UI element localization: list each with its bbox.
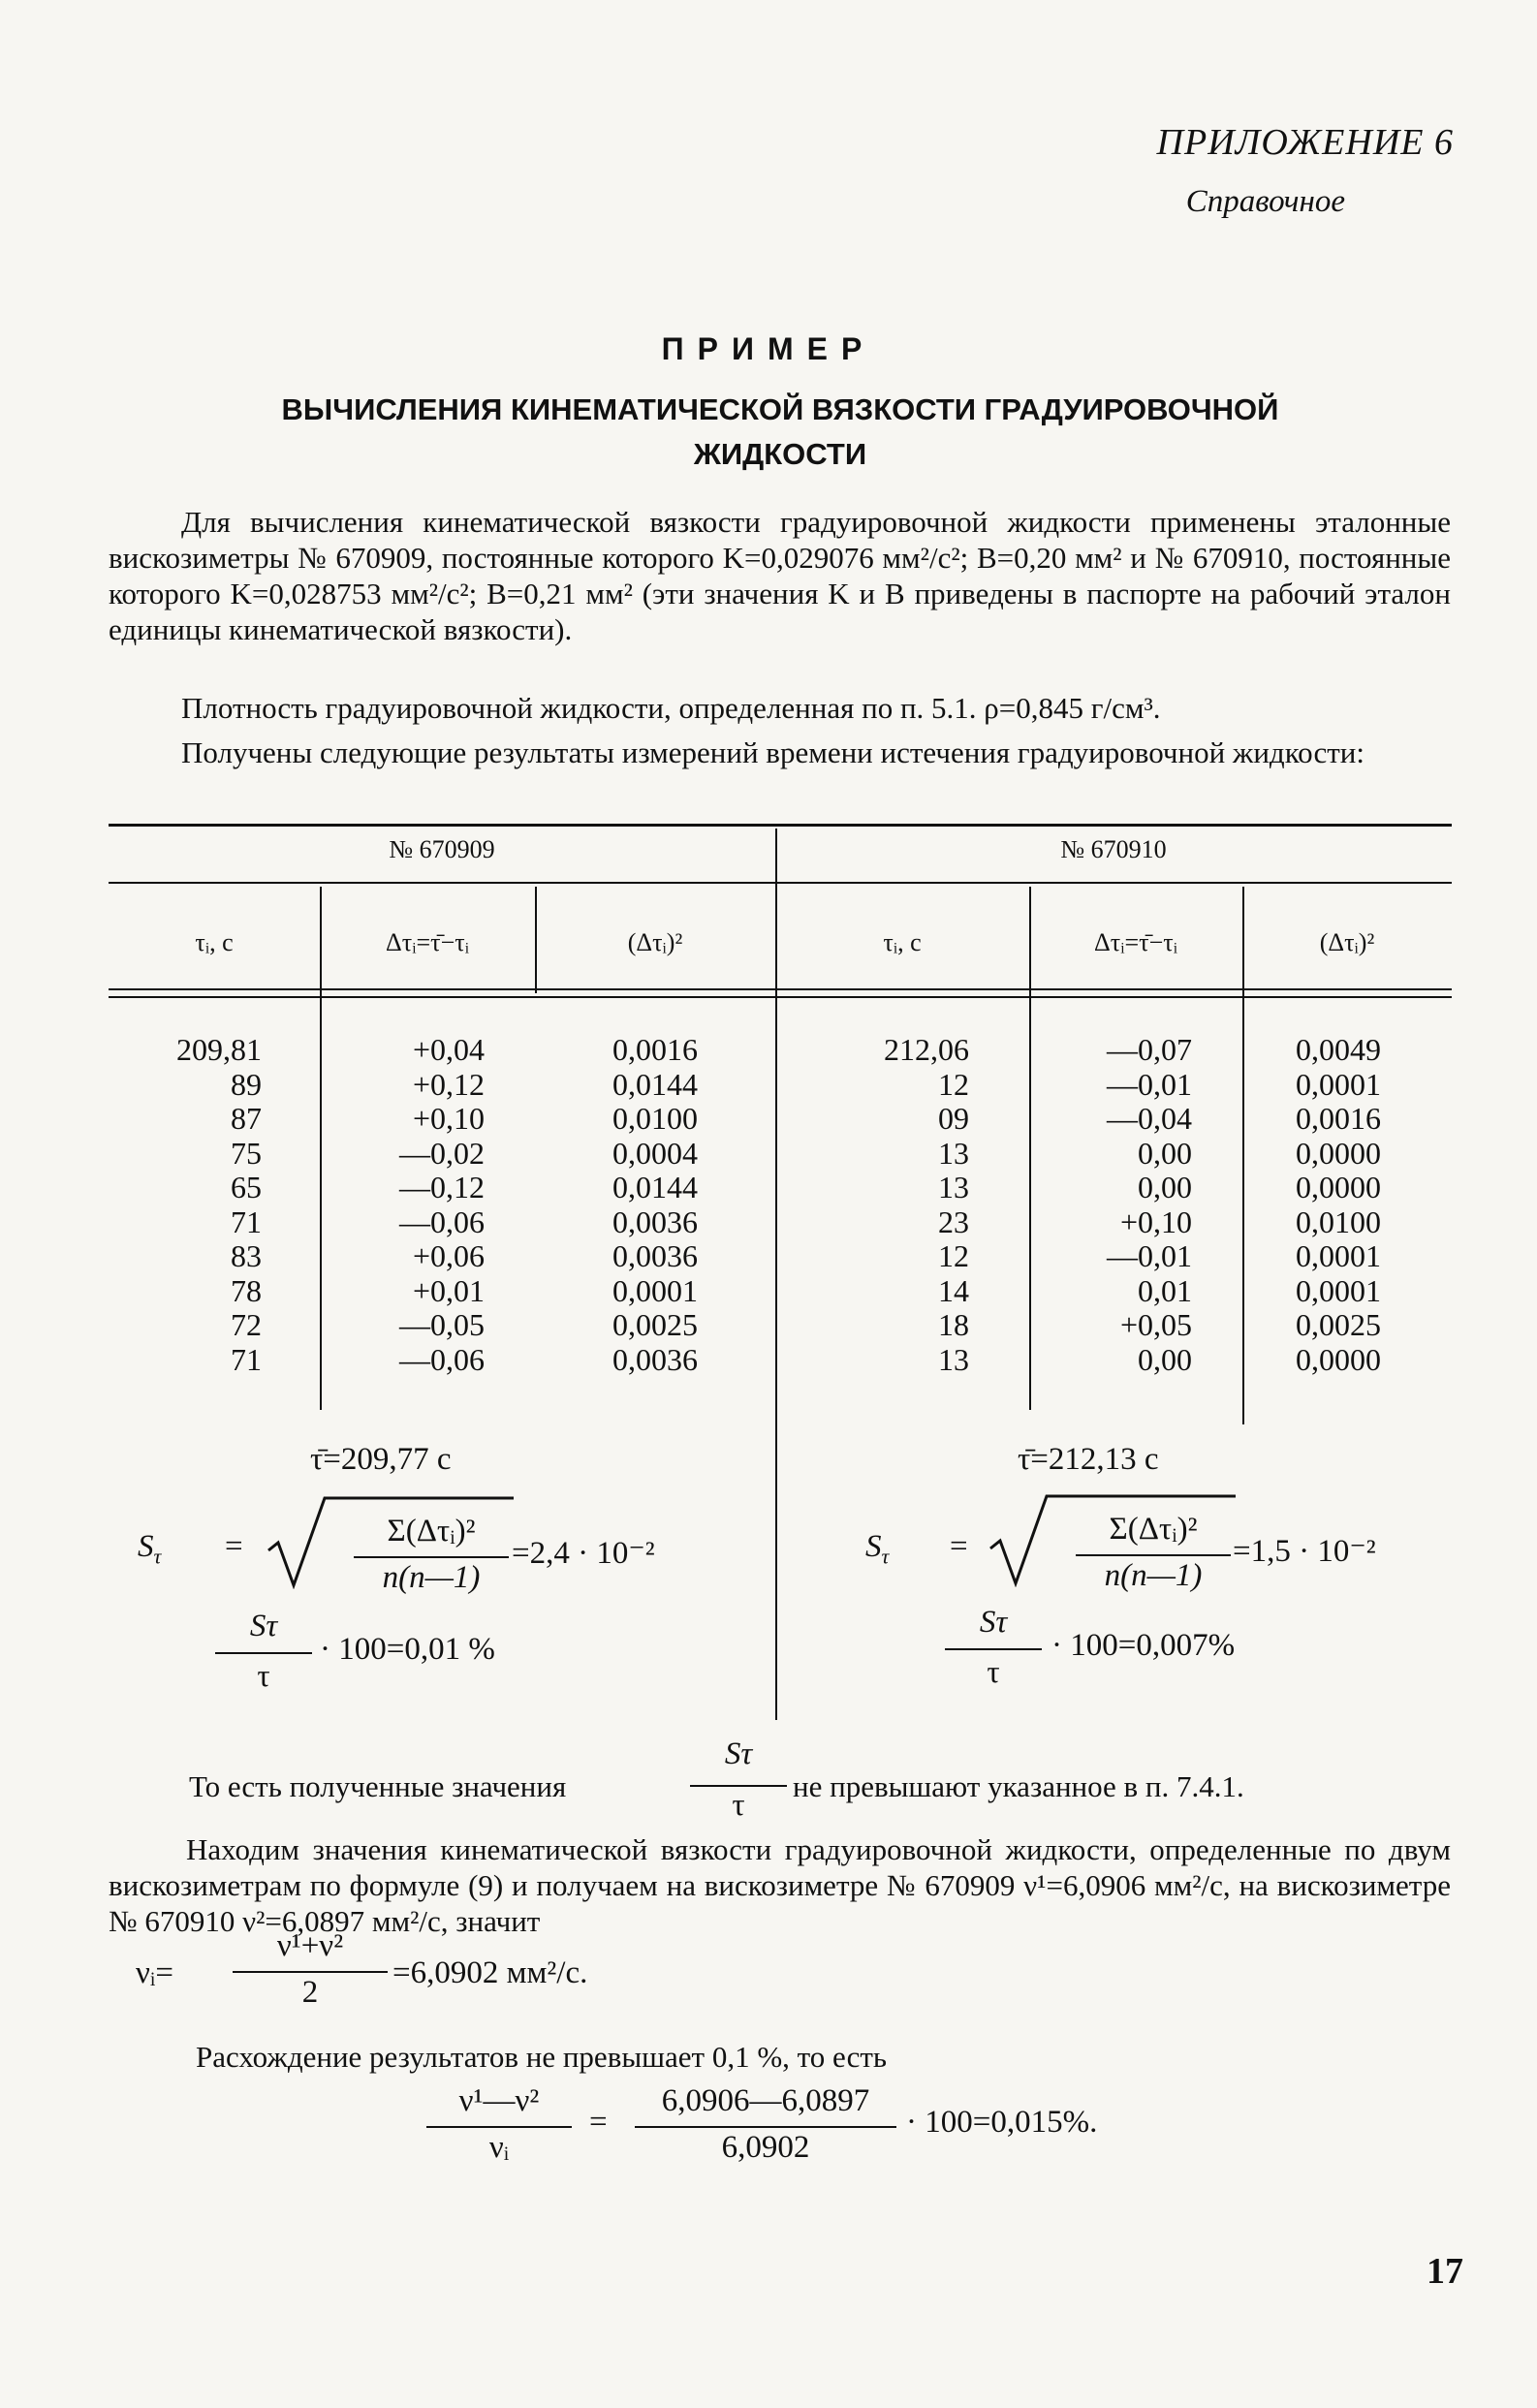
table-cell: 13: [938, 1135, 969, 1171]
reference-label: Справочное: [1185, 184, 1345, 219]
table-top-rule: [109, 824, 1452, 827]
title-line-1: ПРИМЕР: [661, 331, 876, 366]
table-middle-divider: [775, 829, 777, 1720]
formula-diff-rhs: · 100=0,015%.: [906, 2105, 1098, 2140]
right-s-result: =1,5 · 10⁻²: [1233, 1534, 1376, 1569]
table-cell: 72: [231, 1307, 262, 1342]
left-header-delta-sq: (Δτᵢ)²: [627, 928, 683, 956]
table-cell: 71: [231, 1341, 262, 1377]
table-cell: 0,00: [1138, 1170, 1192, 1204]
left-s-result: =2,4 · 10⁻²: [512, 1536, 655, 1571]
right-s-numerator: Σ(Δτᵢ)²: [1109, 1512, 1198, 1547]
table-cell: 13: [938, 1170, 969, 1204]
table-cell: 65: [231, 1170, 262, 1204]
table-cell: 0,0004: [612, 1135, 698, 1171]
formula-diff-numerator-1: ν¹—ν²: [458, 2083, 540, 2118]
table-cell: 89: [231, 1066, 262, 1102]
right-ratio-denominator: τ: [987, 1655, 1000, 1690]
left-ratio-fraction-line: [215, 1652, 312, 1654]
table-cell: 0,0144: [612, 1066, 698, 1102]
table-cell: 0,0036: [612, 1204, 698, 1239]
table-cell: 14: [938, 1272, 969, 1308]
conclusion-frac-denominator: τ: [732, 1788, 745, 1823]
table-cell: —0,02: [399, 1135, 485, 1171]
left-col-delta: [359, 1033, 485, 1377]
formula-diff-denominator-2: 6,0902: [721, 2130, 810, 2165]
right-ratio-result: · 100=0,007%: [1051, 1628, 1236, 1663]
table-header-rule-1: [109, 988, 1452, 990]
table-cell: 0,00: [1138, 1135, 1192, 1171]
conclusion-before: То есть полученные значения: [189, 1769, 567, 1803]
paragraph-4: Находим значения кинематической вязкости градуировочной жидкости, определенные по двум вискозиметрам по формуле (9) и получаем на вискозиметре № 670909 ν¹=6,0906 мм²/с, на вискозиметре № 670910 ν²=6,0897 мм²/с, значит: [109, 1832, 1451, 1938]
left-ratio-result: · 100=0,01 %: [320, 1632, 495, 1667]
table-cell: —0,05: [399, 1307, 485, 1342]
table-cell: 0,0100: [612, 1101, 698, 1136]
table-cell: 71: [231, 1204, 262, 1239]
table-cell: +0,12: [412, 1066, 485, 1102]
right-col-delta-sq: [1265, 1033, 1381, 1377]
right-s-eq: =: [950, 1529, 968, 1564]
table-right-title: № 670910: [1060, 835, 1167, 863]
right-header-delta-sq: (Δτᵢ)²: [1319, 928, 1375, 956]
table-cell: 0,01: [1138, 1272, 1192, 1308]
formula-mean-fraction-line: [233, 1971, 388, 1973]
table-cell: —0,04: [1107, 1101, 1192, 1136]
table-cell: +0,06: [412, 1238, 485, 1273]
left-col-delta-sq: [581, 1033, 698, 1377]
left-col-tau: [145, 1033, 262, 1377]
right-col-delta: [1066, 1033, 1192, 1377]
table-cell: 0,00: [1138, 1341, 1192, 1377]
table-cell: +0,10: [412, 1101, 485, 1136]
table-cell: +0,05: [1119, 1307, 1192, 1342]
paragraph-3: Получены следующие результаты измерений времени истечения градуировочной жидкости:: [181, 735, 1364, 769]
table-cell: —0,07: [1107, 1032, 1192, 1067]
formula-diff-denominator-1: νᵢ: [488, 2130, 510, 2165]
table-left-title: № 670909: [389, 835, 495, 863]
formula-diff-fraction-line-1: [426, 2126, 572, 2128]
table-cell: —0,06: [399, 1204, 485, 1239]
formula-diff-eq: =: [589, 2105, 608, 2140]
left-s-label: $S_\tau$: [138, 1529, 162, 1569]
table-cell: 0,0000: [1296, 1170, 1381, 1204]
table-cell: 09: [938, 1101, 969, 1136]
table-cell: 0,0025: [612, 1307, 698, 1342]
table-cell: 212,06: [884, 1032, 969, 1067]
right-s-denominator: n(n—1): [1104, 1558, 1203, 1593]
conclusion-after: не превышают указанное в п. 7.4.1.: [793, 1769, 1244, 1803]
table-cell: +0,10: [1119, 1204, 1192, 1239]
table-cell: 0,0001: [1296, 1272, 1381, 1308]
table-col-divider-r2: [1242, 887, 1244, 1424]
left-s-numerator: Σ(Δτᵢ)²: [387, 1514, 476, 1548]
table-cell: 209,81: [176, 1032, 262, 1067]
table-col-divider-l1: [320, 887, 322, 1410]
left-ratio-numerator: Sτ: [249, 1609, 278, 1643]
table-col-divider-r1: [1029, 887, 1031, 1410]
table-cell: 0,0036: [612, 1341, 698, 1377]
table-cell: 0,0036: [612, 1238, 698, 1273]
table-cell: —0,12: [399, 1170, 485, 1204]
title-line-2: ВЫЧИСЛЕНИЯ КИНЕМАТИЧЕСКОЙ ВЯЗКОСТИ ГРАДУИРОВОЧНОЙ ЖИДКОСТИ: [281, 392, 1279, 471]
table-cell: 0,0100: [1296, 1204, 1381, 1239]
conclusion-frac-numerator: Sτ: [724, 1736, 753, 1771]
appendix-label: ПРИЛОЖЕНИЕ 6: [1156, 122, 1454, 163]
table-cell: 0,0001: [612, 1272, 698, 1308]
conclusion-fraction-line: [690, 1785, 787, 1787]
left-header-delta: Δτᵢ=τ̄−τᵢ: [386, 928, 469, 956]
table-cell: 12: [938, 1238, 969, 1273]
table-cell: 13: [938, 1341, 969, 1377]
table-cell: 0,0144: [612, 1170, 698, 1204]
paragraph-1: Для вычисления кинематической вязкости градуировочной жидкости применены эталонные вискозиметры № 670909, постоянные которого K=0,029076 мм²/с²; B=0,20 мм² и № 670910, постоянные которого K=0,028753 мм²/с²; B=0,21 мм² (эти значения K и B приведены в паспорте на рабочий эталон единицы кинематической вязкости).: [109, 505, 1451, 646]
table-cell: 0,0000: [1296, 1341, 1381, 1377]
page-number: 17: [1427, 2251, 1463, 2292]
table-cell: 12: [938, 1066, 969, 1102]
table-cell: 0,0000: [1296, 1135, 1381, 1171]
right-ratio-numerator: Sτ: [979, 1605, 1008, 1640]
right-header-delta: Δτᵢ=τ̄−τᵢ: [1094, 928, 1177, 956]
formula-mean-rhs: =6,0902 мм²/с.: [392, 1955, 588, 1990]
left-header-tau: τᵢ, с: [195, 928, 234, 956]
right-header-tau: τᵢ, с: [883, 928, 922, 956]
formula-mean-numerator: ν¹+ν²: [276, 1928, 344, 1963]
left-mean: τ̄=209,77 с: [310, 1442, 452, 1477]
left-s-denominator: n(n—1): [382, 1560, 481, 1595]
table-cell: 83: [231, 1238, 262, 1273]
paragraph-2: Плотность градуировочной жидкости, определенная по п. 5.1. ρ=0,845 г/см³.: [181, 691, 1161, 725]
formula-diff-fraction-line-2: [635, 2126, 896, 2128]
formula-mean-lhs: νᵢ=: [136, 1955, 173, 1990]
formula-mean-denominator: 2: [301, 1975, 319, 2010]
table-cell: 23: [938, 1204, 969, 1239]
table-title-rule: [109, 882, 1452, 884]
right-ratio-fraction-line: [945, 1648, 1042, 1650]
table-cell: 0,0001: [1296, 1066, 1381, 1102]
table-header-rule-2: [109, 996, 1452, 998]
table-cell: 18: [938, 1307, 969, 1342]
table-cell: 0,0001: [1296, 1238, 1381, 1273]
right-s-label: $S_\tau$: [865, 1529, 890, 1569]
table-cell: 0,0016: [612, 1032, 698, 1067]
table-cell: 0,0049: [1296, 1032, 1381, 1067]
left-s-fraction-line: [354, 1556, 509, 1558]
table-cell: +0,04: [412, 1032, 485, 1067]
table-cell: —0,06: [399, 1341, 485, 1377]
left-ratio-denominator: τ: [257, 1659, 270, 1694]
paragraph-5: Расхождение результатов не превышает 0,1 %, то есть: [196, 2040, 888, 2074]
table-cell: 0,0025: [1296, 1307, 1381, 1342]
formula-diff-numerator-2: 6,0906—6,0897: [661, 2083, 870, 2118]
table-cell: 0,0016: [1296, 1101, 1381, 1136]
table-cell: 75: [231, 1135, 262, 1171]
table-cell: —0,01: [1107, 1238, 1192, 1273]
table-cell: 78: [231, 1272, 262, 1308]
right-mean: τ̄=212,13 с: [1018, 1442, 1159, 1477]
left-s-eq: =: [225, 1529, 243, 1564]
table-cell: —0,01: [1107, 1066, 1192, 1102]
right-s-fraction-line: [1076, 1554, 1231, 1556]
table-cell: +0,01: [412, 1272, 485, 1308]
right-col-tau: [853, 1033, 969, 1377]
table-cell: 87: [231, 1101, 262, 1136]
